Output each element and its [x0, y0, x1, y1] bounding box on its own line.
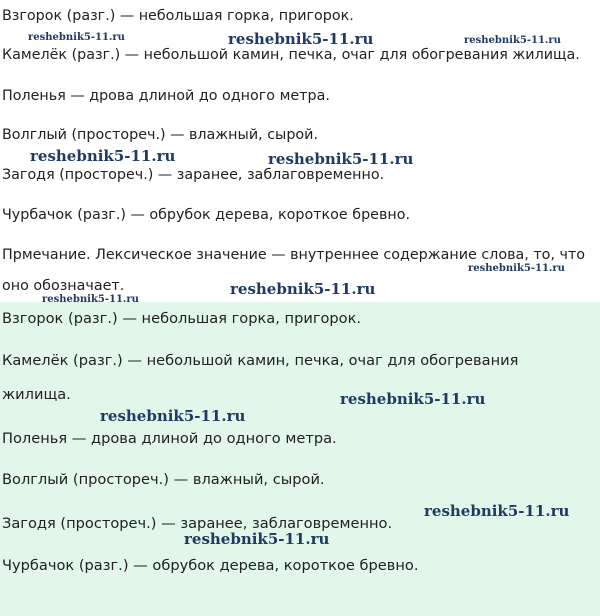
definition-line: Камелёк (разг.) — небольшой камин, печка, очаг для обогревания жилища.: [2, 47, 580, 63]
watermark: reshebnik5-11.ru: [340, 390, 486, 408]
definition-line: Загодя (простореч.) — заранее, заблаговременно.: [2, 167, 385, 183]
definition-line: Взгорок (разг.) — небольшая горка, пригорок.: [2, 310, 362, 327]
definition-line: Камелёк (разг.) — небольшой камин, печка, очаг для обогревания: [2, 352, 519, 369]
watermark: reshebnik5-11.ru: [464, 35, 561, 46]
watermark: reshebnik5-11.ru: [100, 407, 246, 425]
definition-line: Чурбачок (разг.) — обрубок дерева, короткое бревно.: [2, 207, 411, 223]
definition-line: Поленья — дрова длиной до одного метра.: [2, 430, 337, 447]
watermark: reshebnik5-11.ru: [42, 294, 139, 305]
definition-line: Поленья — дрова длиной до одного метра.: [2, 88, 330, 104]
definition-line: Волглый (простореч.) — влажный, сырой.: [2, 471, 325, 488]
watermark: reshebnik5-11.ru: [30, 147, 176, 165]
watermark: reshebnik5-11.ru: [184, 530, 330, 548]
watermark: reshebnik5-11.ru: [424, 502, 570, 520]
definition-line: Чурбачок (разг.) — обрубок дерева, короткое бревно.: [2, 557, 419, 574]
definition-line: Загодя (простореч.) — заранее, заблаговременно.: [2, 515, 393, 532]
definition-line: Взгорок (разг.) — небольшая горка, пригорок.: [2, 8, 354, 24]
watermark: reshebnik5-11.ru: [28, 32, 125, 43]
definition-line: Волглый (простореч.) — влажный, сырой.: [2, 127, 319, 143]
note-line: оно обозначает.: [2, 278, 125, 294]
answer-block: [0, 302, 600, 616]
watermark: reshebnik5-11.ru: [230, 280, 376, 298]
watermark: reshebnik5-11.ru: [268, 150, 414, 168]
watermark: reshebnik5-11.ru: [228, 30, 374, 48]
definition-line: жилища.: [2, 386, 71, 403]
watermark: reshebnik5-11.ru: [468, 263, 565, 274]
note-line: Прмечание. Лексическое значение — внутреннее содержание слова, то, что: [2, 247, 586, 263]
